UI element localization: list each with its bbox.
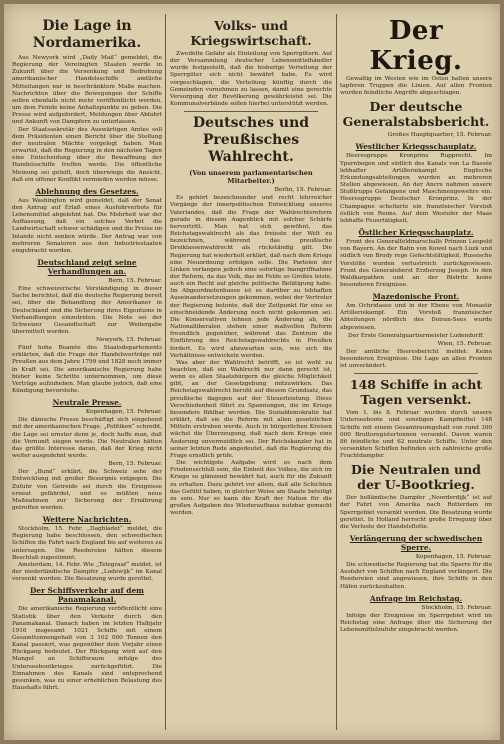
headline-148-schiffe: 148 Schiffe in acht Tagen versenkt.	[349, 377, 483, 408]
article-paragraph: Es gehört bezeichnender und recht lehrreicher Vorgänge der innerpolitischen Entwicklung unseres Vaterlandes, daß die Frage der Wahlrechtsreform gerade in diesem Augenblick mit solcher Schärfe hervortritt. Man hat sich gewöhnt, das Reichstagswahlrecht als das freieste der Welt zu bezeichnen, während das preußische Dreiklassenwahlrecht als rückständig gilt. Die Regierung hat wiederholt erklärt, daß nach dem Kriege eine Neuordnung erfolgen solle. Die Parteien der Linken verlangen jedoch eine sofortige Inangriffnahme der Reform, da das Volk, das im Felde so Großes leiste, auch ein Recht auf gleiche politische Betätigung habe. Im Abgeordnetenhause ist es darüber zu lebhaften Auseinandersetzungen gekommen, wobei der Vertreter der Regierung betonte, daß der Zeitpunkt für eine so einschneidende Änderung noch nicht gekommen sei. Die Konservativen lehnen jede Änderung ab, die Nationalliberalen stehen einer maßvollen Reform freundlich gegenüber, während das Zentrum die Einführung des Reichstagswahlrechts in Preußen fordert. Es wird abzuwarten sein, wie sich die Verhältnisse entwickeln werden.	[170, 195, 332, 359]
dateline: Bern, 15. Februar.	[108, 278, 162, 285]
column-1	[12, 16, 162, 732]
section-subhead: Deutschland zeigt seine Verhandlungen an.	[37, 258, 137, 277]
dateline: Bern, 15. Februar.	[108, 461, 162, 468]
column-divider	[336, 14, 337, 730]
article-paragraph: Die schwedische Regierung hat die Sperre für die Ausfahrt von Schiffen nach England verlängert. Die Reedereien sind angewiesen, ihre Schiffe in den Häfen zurückzuhalten.	[340, 562, 492, 590]
dateline: Stockholm, 15. Februar.	[421, 604, 492, 611]
divider	[184, 111, 318, 112]
section-subhead: Der Schiffsverkehr auf dem Panamakanal.	[30, 586, 144, 605]
dateline: Großes Hauptquartier, 15. Februar.	[387, 132, 492, 139]
section-subhead: Mazedonische Front.	[372, 292, 460, 302]
newspaper-page	[4, 4, 500, 740]
dateline: Berlin, 15. Februar.	[274, 187, 332, 194]
article-paragraph: Stockholm, 15. Febr. „Dagbladet“ meldet, die Regierung habe beschlossen, den schwedischen Schiffen die Fahrt nach England bis auf weiteres zu untersagen. Die Reedereien hätten diesem Beschluß zugestimmt.	[12, 526, 162, 561]
dateline: Kopenhagen, 15. Februar.	[415, 554, 492, 561]
article-paragraph: Die dänische Presse beschäftigt sich eingehend mit der amerikanischen Frage. „Politiken“ schreibt, die Lage sei ernster denn je, doch hoffe man, daß die Vernunft siegen werde. Die Neutralen hätten das größte Interesse daran, daß der Krieg nicht weiter ausgedehnt werde.	[12, 417, 162, 460]
article-paragraph: Front des Generalfeldmarschalls Prinzen Leopold von Bayern. An der Bahn von Kowel nach Luzk und südlich von Brody rege Gefechtstätigkeit. Russische Vorstöße wurden verlustreich zurückgewiesen. Front des Generaloberst Erzherzog Joseph. In den Waldkarpathen und an der Bistritz keine besonderen Ereignisse.	[340, 239, 492, 288]
headline-neutrale: Die Neutralen und der U-Bootkrieg.	[351, 462, 481, 493]
article-paragraph: Heeresgruppe Kronprinz Rupprecht. Im Ypernbogen und südlich des Kanals von La Bassée lebhafter Artilleriekampf. Englische Erkundungsabteilungen wurden an mehreren Stellen abgewiesen. An der Ancre nahmen unsere Stoßtrupps Gefangene und Maschinengewehre ein. Heeresgruppe Deutscher Kronprinz. In der Champagne scheiterte ein französischer Vorstoß östlich von Reims. Auf dem Westufer der Maas lebhafte Feuertätigkeit.	[340, 153, 492, 224]
signature: Der Erste Generalquartiermeister Ludendorff.	[348, 332, 484, 339]
article-paragraph: Der Staatssekretär des Auswärtigen Amtes soll dem Präsidenten einen Bericht über die Stellung der neutralen Mächte vorgelegt haben. Man erwartet, daß die Regierung in den nächsten Tagen eine Entscheidung über die Bewaffnung der Handelsschiffe treffen werde. Die öffentliche Meinung sei geteilt, doch überwiege die Ansicht, daß ein offener Konflikt vermieden werden müsse.	[12, 126, 162, 183]
article-paragraph: Amsterdam, 14. Febr. Wie „Telegraaf“ meldet, ist der niederländische Dampfer „Lodewijk“ im Kanal versenkt worden. Die Besatzung wurde gerettet.	[12, 561, 162, 583]
column-2	[170, 16, 332, 732]
section-heading-volkswirtschaft: Volks- und Kriegswirtschaft.	[190, 18, 312, 48]
column-divider	[165, 14, 166, 730]
section-subhead: Westlicher Kriegsschauplatz.	[355, 142, 477, 152]
divider	[354, 373, 478, 374]
article-paragraph: Aus Washington wird gemeldet, daß der Senat den Antrag auf Erlaß eines Ausfuhrverbots für Lebensmittel abgelehnt hat. Die Mehrheit war der Auffassung, daß ein solches Verbot die Landwirtschaft schwer schädigen und die Preise im Inlande nicht senken würde. Der Antrag war von mehreren Senatoren aus den Industriestaaten eingebracht worden.	[12, 197, 162, 254]
article-paragraph: Die wichtigste Aufgabe wird es nach dem Friedensschluß sein, die Einheit des Volkes, die sich im Kriege so glänzend bewährt hat, auch für die Zukunft zu erhalten. Dazu gehört vor allem, daß alle Schichten das Gefühl haben, in gleicher Weise am Staate beteiligt zu sein. Nur so kann die Kraft der Nation für die großen Aufgaben des Wiederaufbaus nutzbar gemacht werden.	[170, 460, 332, 517]
dateline: Kopenhagen, 15. Februar.	[85, 409, 162, 416]
article-paragraph: Gewaltig im Westen wie im Osten halten unsere tapferen Truppen die Linien. Auf allen Fronten wurden feindliche Angriffe abgeschlagen.	[340, 76, 492, 97]
byline: (Von unserem parlamentarischen Mitarbeiter.)	[189, 169, 313, 186]
article-paragraph: Infolge der Ereignisse im Sperrgebiet wird im Reichstag eine Anfrage über die Sicherung der Lebensmittelzufuhr eingebracht werden.	[340, 612, 492, 634]
section-subhead: Ablehnung des Gesetzes.	[35, 186, 139, 196]
article-paragraph: Aus Newyork wird „Daily Mail“ gemeldet, die Regierung der Vereinigten Staaten werde in Zukunft über die Versenkung und Bedrohung amerikanischer Handelsschiffe amtliche Mitteilungen nur in beschränktem Maße machen. Nachrichten über die Bewegungen der Schiffe sollen ebenfalls nicht mehr veröffentlicht werden, um dem Feinde keine Anhaltspunkte zu geben. Die Presse wird aufgefordert, Meldungen über Abfahrt und Ankunft von Dampfern zu unterlassen.	[12, 55, 162, 126]
article-paragraph: Vom 1. bis 8. Februar wurden durch unsere Unterseeboote und sonstigen Kampfmittel 148 Schiffe mit einem Gesamtraumgehalt von rund 300 000 Bruttoregistertonnen versenkt. Davon waren 86 feindliche und 62 neutrale Schiffe. Unter den versenkten Schiffen befinden sich zahlreiche große Frachtdampfer.	[340, 410, 492, 460]
section-heading: Der deutsche Generalstabsbericht.	[342, 99, 490, 130]
section-subhead: Anfrage im Reichstag.	[369, 593, 463, 603]
article-paragraph: Der amtliche Heeresbericht meldet: Keine besonderen Ereignisse. Die Lage an allen Fronten ist unverändert.	[340, 348, 492, 370]
article-paragraph: Die amerikanische Regierung veröffentlicht eine Statistik über den Verkehr durch den Panamakanal. Danach haben im letzten Halbjahr 1916 insgesamt 1021 Schiffe mit einem Gesamttonnengehalt von 3 102 000 Tonnen den Kanal passiert, was gegenüber dem Vorjahr einen Rückgang bedeutet. Der Rückgang wird auf den Mangel an Schiffsraum infolge des Unterseebootkrieges zurückgeführt. Die Einnahmen des Kanals sind entsprechend gesunken, was zu einer erheblichen Belastung des Haushalts führt.	[12, 606, 162, 692]
section-subhead: Verlängerung der schwedischen Sperre.	[349, 534, 483, 553]
headline-wahlrecht: Deutsches und Preußisches Wahlrecht.	[192, 115, 310, 166]
article-paragraph: Der „Bund“ erklärt, die Schweiz sehe der Entwicklung mit großer Besorgnis entgegen. Die Zufuhr von Getreide sei durch die Ereignisse erneut gefährdet, und es müßten neue Maßnahmen zur Sicherung der Ernährung getroffen werden.	[12, 469, 162, 511]
section-subhead: Weitere Nachrichten.	[42, 515, 132, 525]
headline-der-krieg: Der Krieg.	[369, 16, 463, 76]
dateline: Wien, 15. Februar.	[437, 340, 492, 347]
article-paragraph: Eine schweizerische Verständigung in dieser Sache berichtet, daß die deutsche Regierung bereit sei, über die Behandlung der Amerikaner in Deutschland und die Sicherung ihres Eigentums in Verhandlungen einzutreten. Die Note sei der Schweizer Gesandtschaft zur Weitergabe übermittelt worden.	[12, 286, 162, 335]
section-subhead: Neutrale Presse.	[52, 398, 122, 408]
article-paragraph: Am Ochridasee und in der Ebene von Monastir Artilleriekampf. Ein Vorstoß französischer Abteilungen nördlich des Doiran-Sees wurde abgewiesen.	[340, 303, 492, 331]
article-paragraph: Der holländische Dampfer „Noorderdijk“ ist auf der Fahrt von Amerika nach Rotterdam im Sperrgebiet versenkt worden. Die Besatzung wurde gerettet. In Holland herrscht große Erregung über die Verluste der Handelsflotte.	[340, 495, 492, 530]
article-paragraph: Zweifelte Gefahr als Einteilung von Sperrgütern. Auf der Versammlung deutscher Lebensmittelhändler wurde festgestellt, daß die bisherige Verteilung der Sperrgüter sich nicht bewährt habe. Es wird vorgeschlagen, die Verteilung künftig durch die Gemeinden vornehmen zu lassen, damit eine gerechte Versorgung der Bevölkerung gewährleistet sei. Die Kommunalverbände sollen hierbei unterstützt werden.	[170, 51, 332, 108]
headline-nordamerika: Die Lage in Nordamerika.	[32, 18, 142, 51]
article-paragraph: Fünf hohe Beamte des Staatsdepartements erklärten, daß die Frage der Handelsverträge mit Preußen aus dem Jahre 1799 und 1828 noch immer in Kraft sei. Die amerikanische Regierung habe bisher keine Schritte unternommen, um diese Verträge aufzuheben. Man glaube jedoch, daß eine Kündigung bevorstehe.	[12, 345, 162, 395]
article-paragraph: Was aber der Wahlrecht betrifft, so ist wohl zu beachten, daß ein Wahlrecht nur dann gerecht ist, wenn es allen Staatsbürgern die gleiche Möglichkeit gibt, an der Gesetzgebung mitzuwirken. Das Reichstagswahlrecht beruht auf diesem Grundsatz, das preußische dagegen auf der Steuerleistung. Diese Verschiedenheit führt zu Spannungen, die im Kriege besonders fühlbar werden. Die Sozialdemokratie hat erklärt, daß sie die Reform mit allen gesetzlichen Mitteln erstreben werde. Auch in bürgerlichen Kreisen wächst die Überzeugung, daß nach dem Kriege eine Änderung unvermeidlich sei. Der Reichskanzler hat in seiner letzten Rede angedeutet, daß die Regierung die Frage ernstlich prüfe.	[170, 359, 332, 459]
section-subhead: Östlicher Kriegsschauplatz.	[358, 228, 474, 238]
dateline: Newyork, 15. Februar.	[95, 337, 162, 344]
column-3	[340, 16, 492, 732]
